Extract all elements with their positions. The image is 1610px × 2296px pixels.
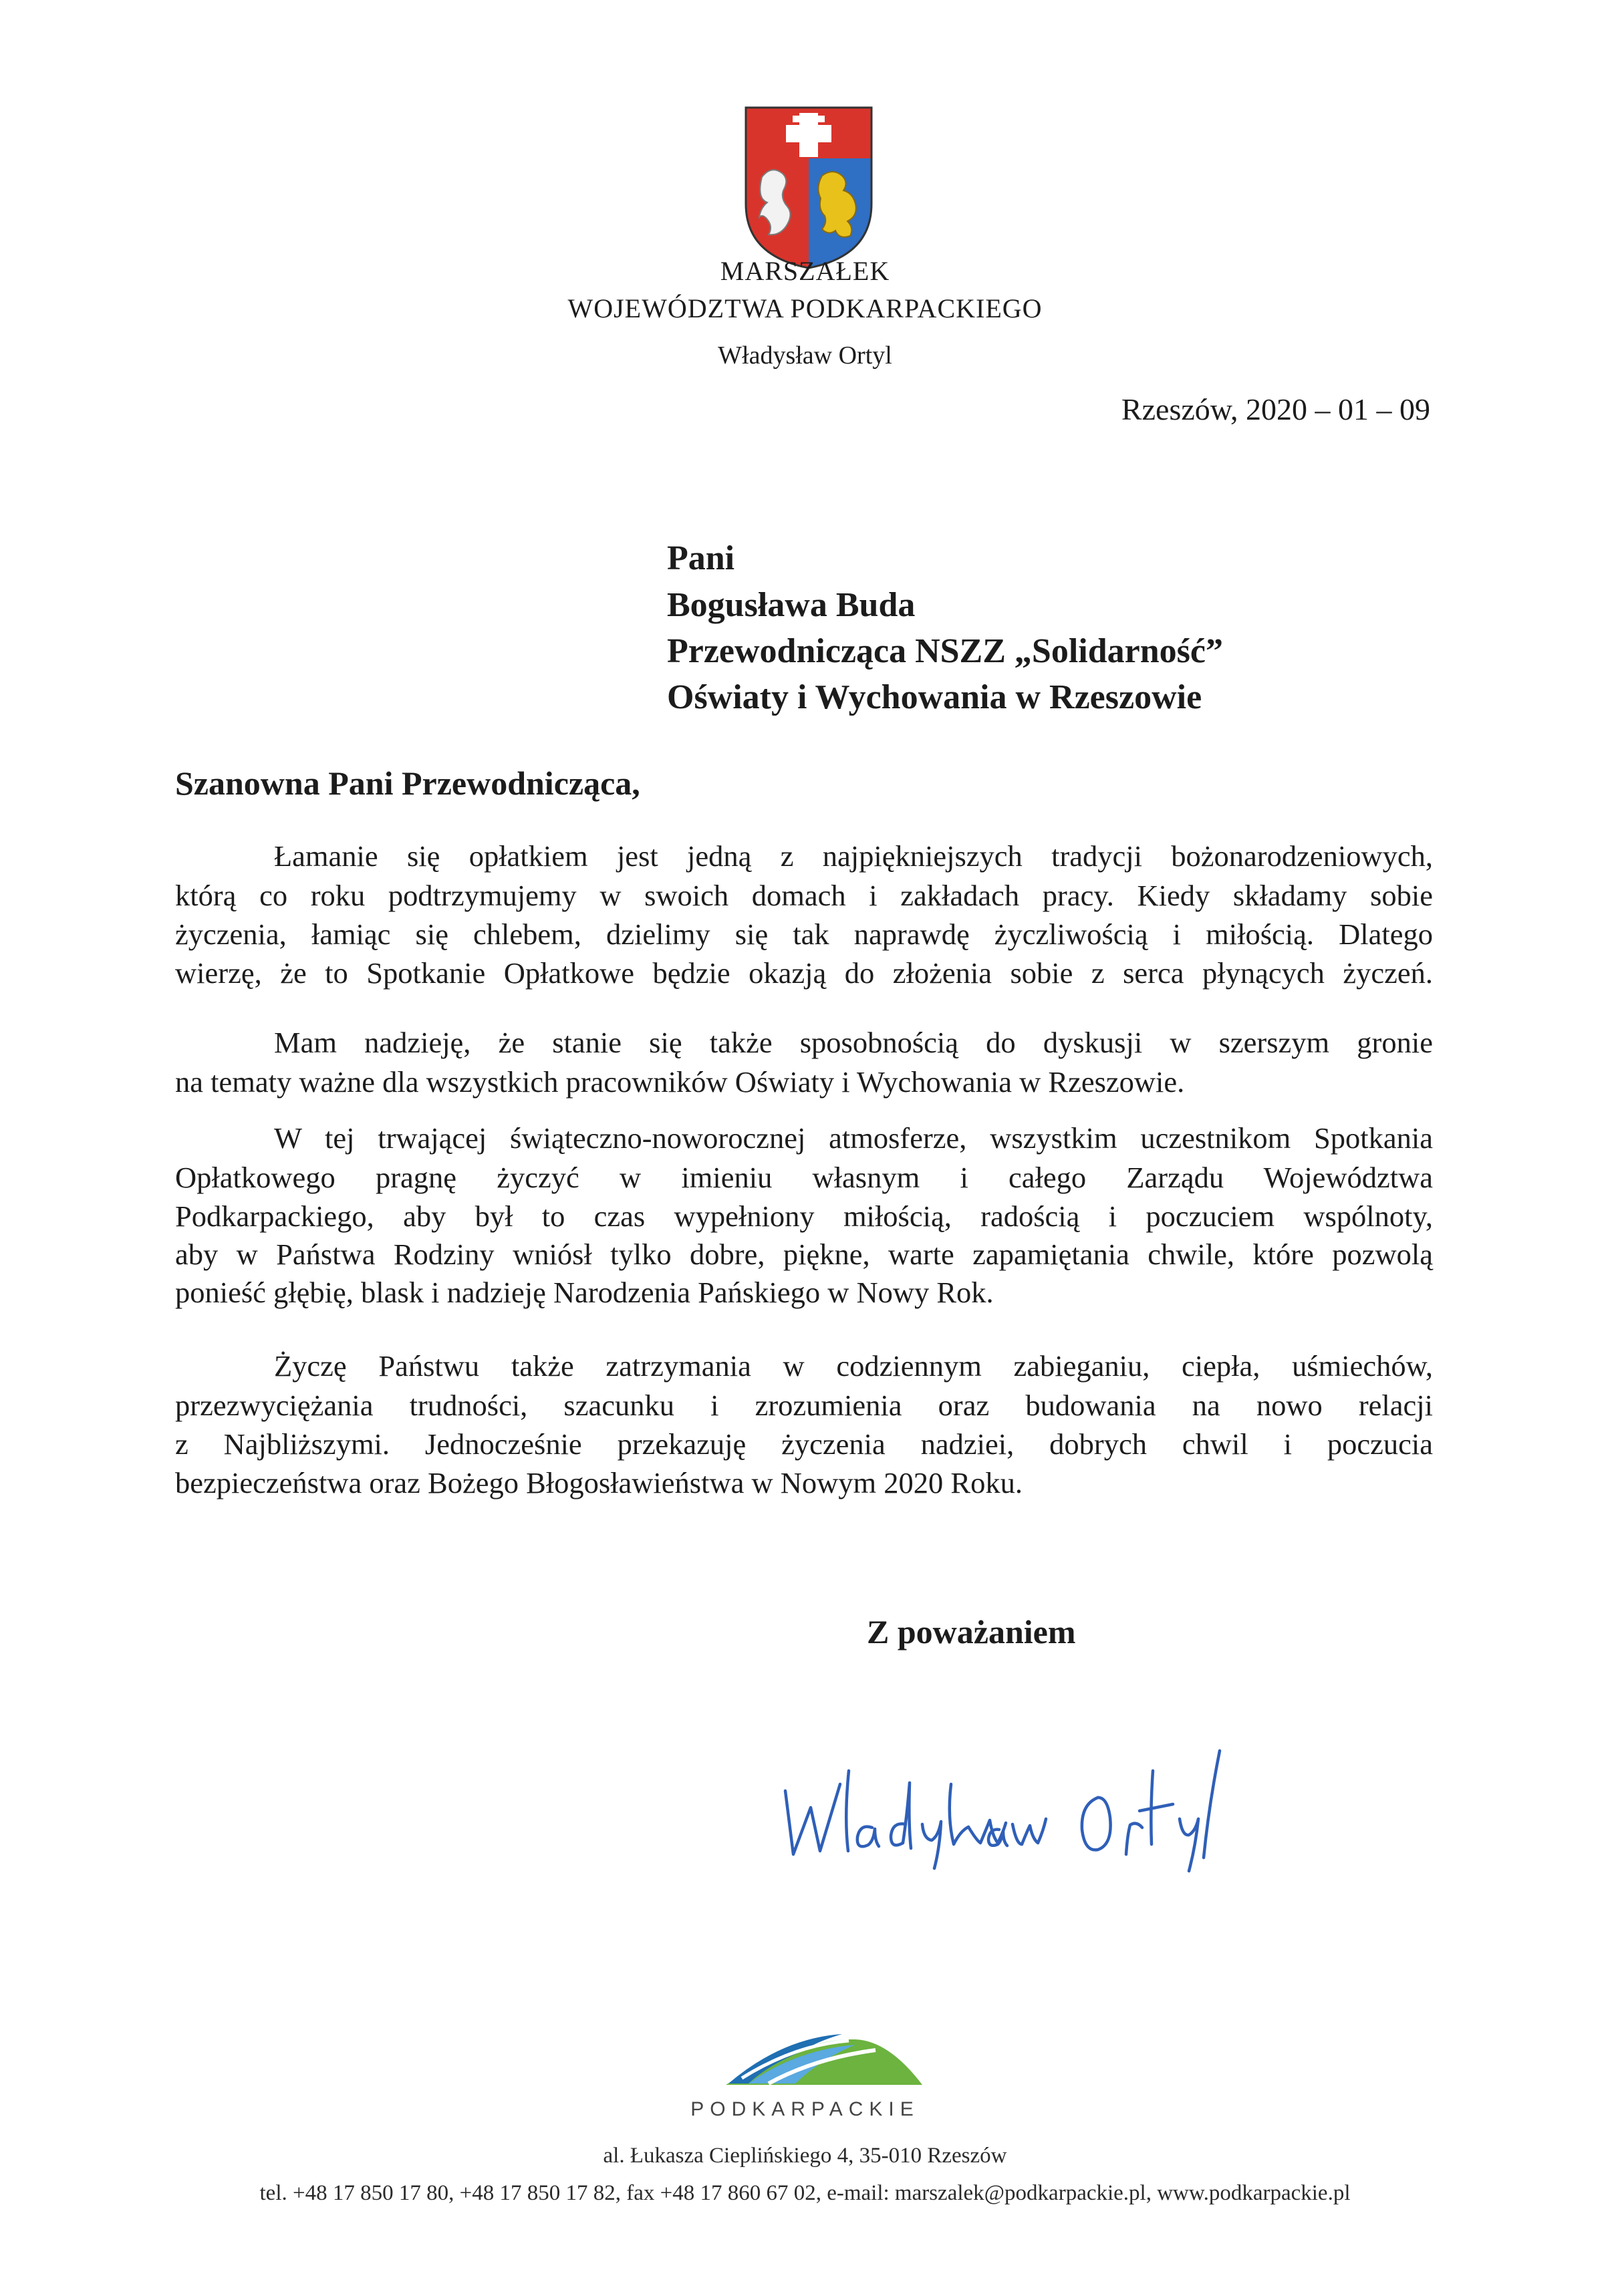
body-line: Podkarpackiego, aby był to czas wypełniony miłością, radością i poczuciem wspólnoty, xyxy=(175,1199,1433,1233)
podkarpackie-logo-icon xyxy=(722,2011,936,2092)
recipient-line: Oświaty i Wychowania w Rzeszowie xyxy=(667,678,1202,716)
body-line: bezpieczeństwa oraz Bożego Błogosławieństwa w Nowym 2020 Roku. xyxy=(175,1466,1023,1499)
footer-address: al. Łukasza Cieplińskiego 4, 35-010 Rzeszów xyxy=(603,2144,1007,2168)
recipient-line: Bogusława Buda xyxy=(667,586,916,624)
office-title-line1: MARSZAŁEK xyxy=(720,256,890,286)
body-line: Łamanie się opłatkiem jest jedną z najpiękniejszych tradycji bożonarodzeniowych, xyxy=(274,839,1433,873)
recipient-line: Pani xyxy=(667,539,735,577)
place-and-date: Rzeszów, 2020 – 01 – 09 xyxy=(1121,392,1430,426)
logo-wordmark: PODKARPACKIE xyxy=(690,2098,920,2120)
body-line: wierzę, że to Spotkanie Opłatkowe będzie okazją do złożenia sobie z serca płynących życzeń. xyxy=(175,956,1433,990)
coat-of-arms-icon xyxy=(742,104,876,271)
body-line: którą co roku podtrzymujemy w swoich domach i zakładach pracy. Kiedy składamy sobie xyxy=(175,879,1433,912)
body-line: przezwyciężania trudności, szacunku i zrozumienia oraz budowania na nowo relacji xyxy=(175,1389,1433,1422)
body-line: ponieść głębię, blask i nadzieję Narodzenia Pańskiego w Nowy Rok. xyxy=(175,1276,994,1309)
closing-phrase: Z poważaniem xyxy=(867,1613,1076,1651)
body-line: na tematy ważne dla wszystkich pracowników Oświaty i Wychowania w Rzeszowie. xyxy=(175,1065,1185,1099)
recipient-line: Przewodnicząca NSZZ „Solidarność” xyxy=(667,632,1223,670)
body-line: W tej trwającej świąteczno-noworocznej atmosferze, wszystkim uczestnikom Spotkania xyxy=(274,1121,1433,1155)
body-line: Mam nadzieję, że stanie się także sposobnością do dyskusji w szerszym gronie xyxy=(274,1026,1433,1059)
body-line: z Najbliższymi. Jednocześnie przekazuję życzenia nadziei, dobrych chwil i poczucia xyxy=(175,1427,1433,1461)
body-line: aby w Państwa Rodziny wniósł tylko dobre, piękne, warte zapamiętania chwile, które pozwolą xyxy=(175,1238,1433,1271)
footer-contact: tel. +48 17 850 17 80, +48 17 850 17 82, fax +48 17 860 67 02, e-mail: marszalek@podkarpackie.pl, www.podkarpackie.pl xyxy=(259,2181,1351,2205)
body-line: Życzę Państwu także zatrzymania w codziennym zabieganiu, ciepła, uśmiechów, xyxy=(274,1349,1433,1383)
handwritten-signature xyxy=(779,1744,1260,1878)
office-title-line2: WOJEWÓDZTWA PODKARPACKIEGO xyxy=(567,293,1043,323)
body-line: Opłatkowego pragnę życzyć w imieniu własnym i całego Zarządu Województwa xyxy=(175,1161,1433,1194)
salutation: Szanowna Pani Przewodnicząca, xyxy=(175,764,640,802)
body-line: życzenia, łamiąc się chlebem, dzielimy się tak naprawdę życzliwością i miłością. Dlatego xyxy=(175,917,1433,951)
office-holder-name: Władysław Ortyl xyxy=(718,341,892,370)
